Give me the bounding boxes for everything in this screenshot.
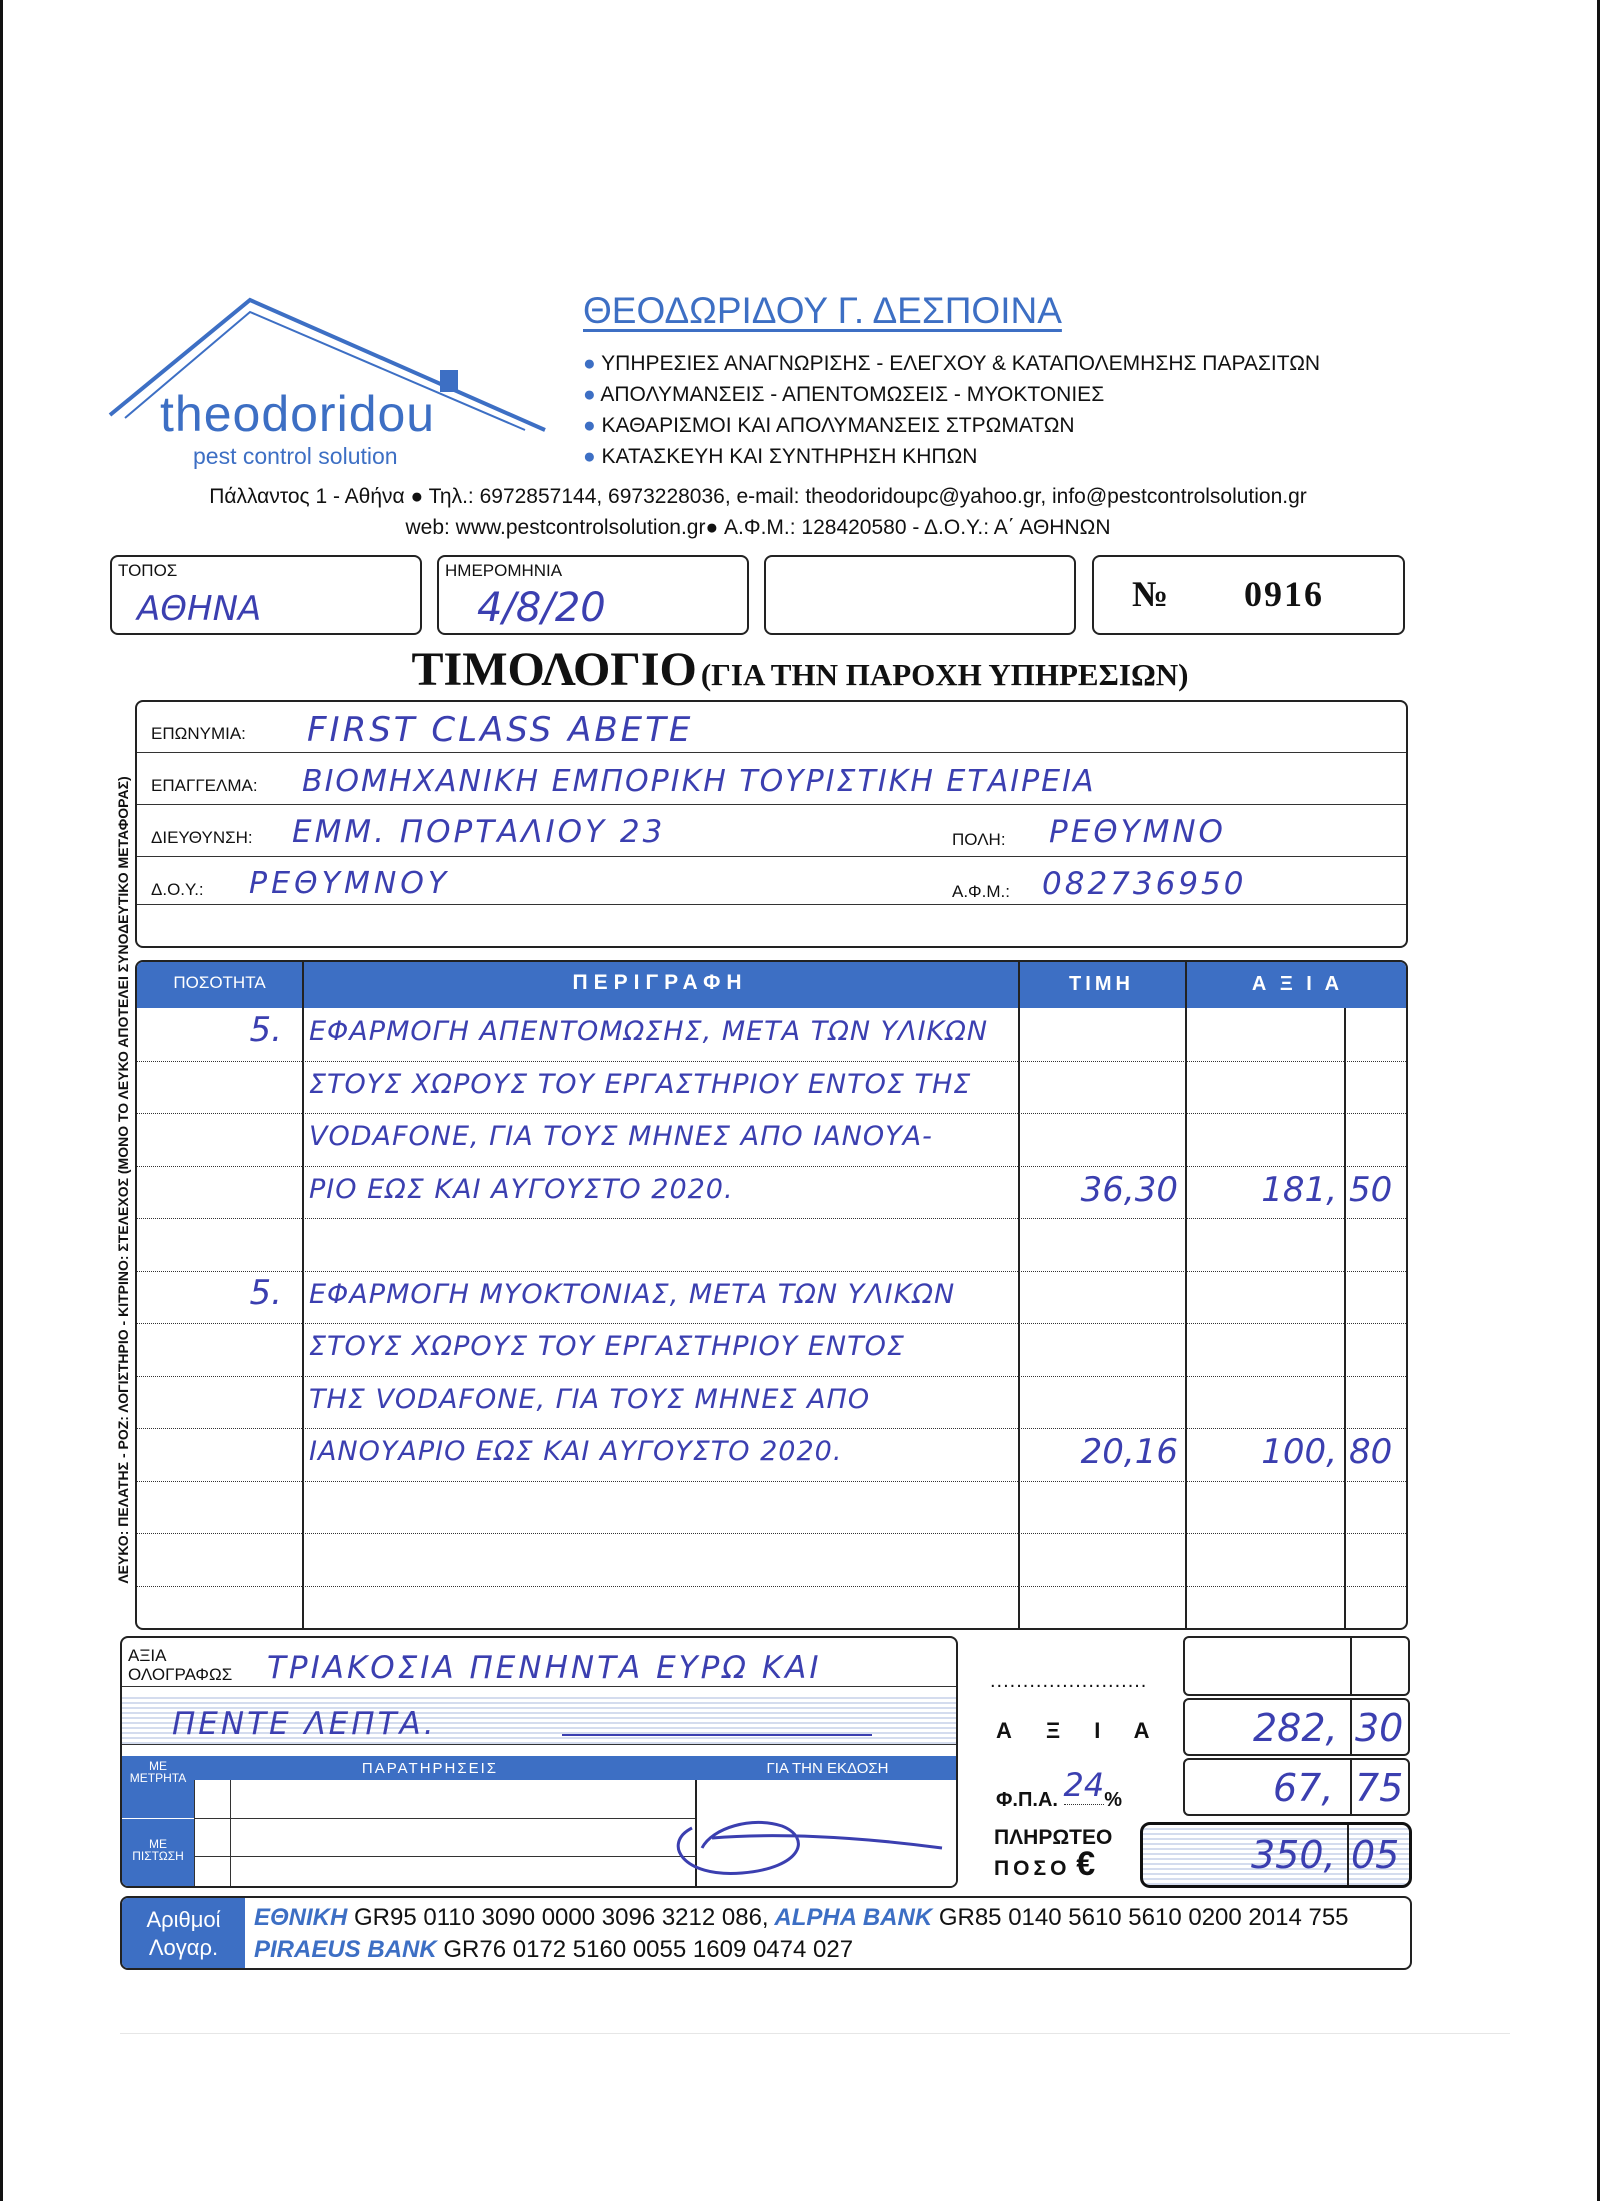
credit-label: ΜΕ ΠΙΣΤΩΣΗ — [132, 1837, 184, 1863]
invoice-title — [0, 642, 1600, 697]
items-table — [135, 960, 1408, 1630]
services-list — [583, 348, 1320, 472]
row-description: ΣΤΟΥΣ ΧΩΡΟΥΣ ΤΟΥ ΕΡΓΑΣΤΗΡΙΟΥ ΕΝΤΟΣ — [309, 1331, 905, 1362]
payable-dec: 05 — [1351, 1833, 1400, 1877]
bank1-name: ΕΘΝΙΚΗ — [254, 1904, 348, 1931]
table-row — [137, 1533, 1406, 1587]
signature-icon — [652, 1798, 952, 1888]
bank3-iban: GR76 0172 5160 0055 1609 0474 027 — [436, 1936, 854, 1963]
logo-subtitle: pest control solution — [193, 443, 398, 469]
table-row — [137, 1166, 1406, 1220]
date-value: 4/8/20 — [477, 585, 606, 631]
service-item: ● ΥΠΗΡΕΣΙΕΣ ΑΝΑΓΝΩΡΙΣΗΣ - ΕΛΕΓΧΟΥ & ΚΑΤΑΠΟΛΕΜΗΣΗΣ ΠΑΡΑΣΙΤΩΝ — [583, 352, 1321, 375]
date-field — [437, 555, 749, 635]
payable-label: ΠΛΗΡΩΤΕΟ ΠΟΣΟ € — [994, 1826, 1113, 1883]
vat-dec: 75 — [1355, 1766, 1404, 1810]
city-label: ΠΟΛΗ: — [952, 830, 1006, 849]
tax-office-label: Δ.Ο.Υ.: — [151, 880, 204, 899]
address-label: ΔΙΕΥΘΥΝΣΗ: — [151, 828, 253, 847]
subtotal-dec: 30 — [1355, 1706, 1404, 1750]
row-description: ΙΑΝΟΥΑΡΙΟ ΕΩΣ ΚΑΙ ΑΥΓΟΥΣΤΟ 2020. — [309, 1436, 843, 1467]
totals-dots: ........................ — [990, 1670, 1148, 1692]
table-row — [137, 1376, 1406, 1430]
bank2-iban: GR85 0140 5610 5610 0200 2014 755 — [932, 1904, 1349, 1931]
name-value: FIRST CLASS ABETE — [307, 710, 694, 750]
payable-int: 350, — [1251, 1833, 1336, 1877]
row-description: VODAFONE, ΓΙΑ ΤΟΥΣ ΜΗΝΕΣ ΑΠΟ ΙΑΝΟΥΑ- — [309, 1121, 933, 1152]
invoice-number-field — [1092, 555, 1405, 635]
table-row — [137, 1113, 1406, 1167]
notes-label: ΠΑΡΑΤΗΡΗΣΕΙΣ — [361, 1760, 499, 1777]
row-quantity: 5. — [249, 1272, 282, 1313]
title-sub: (ΓΙΑ ΤΗΝ ΠΑΡΟΧΗ ΥΠΗΡΕΣΙΩΝ) — [700, 657, 1189, 692]
customer-box — [135, 700, 1408, 948]
header-quantity: ΠΟΣΟΤΗΤΑ — [173, 973, 266, 992]
city-value: ΡΕΘΥΜΝΟ — [1049, 814, 1226, 850]
header-description: ΠΕΡΙΓΡΑΦΗ — [572, 971, 748, 994]
amount-words-line2: ΠΕΝΤΕ ΛΕΠΤΑ. — [172, 1706, 437, 1742]
place-value: ΑΘΗΝΑ — [137, 589, 262, 629]
subtotal-label: Α Ξ Ι Α — [996, 1718, 1164, 1743]
profession-label: ΕΠΑΓΓΕΛΜΑ: — [151, 776, 258, 795]
vat-label: Φ.Π.Α. — [996, 1789, 1058, 1811]
row-quantity: 5. — [249, 1010, 282, 1050]
header-price: ΤΙΜΗ — [1069, 973, 1134, 995]
number-symbol: № — [1132, 574, 1169, 614]
cash-label: ΜΕ ΜΕΤΡΗΤΑ — [129, 1759, 187, 1785]
contact-line-1: Πάλλαντος 1 - Αθήνα ● Τηλ.: 6972857144, 6973228036, e-mail: theodoridoupc@yahoo.gr, info@pestcontrolsolution.gr — [209, 485, 1307, 508]
totals-top-box — [1183, 1636, 1410, 1696]
table-row — [137, 1008, 1406, 1062]
row-value-decimals: 50 — [1349, 1169, 1393, 1210]
name-label: ΕΠΩΝΥΜΙΑ: — [151, 724, 246, 743]
row-description: ΕΦΑΡΜΟΓΗ ΑΠΕΝΤΟΜΩΣΗΣ, ΜΕΤΑ ΤΩΝ ΥΛΙΚΩΝ — [309, 1016, 989, 1047]
table-row — [137, 1428, 1406, 1482]
issue-label: ΓΙΑ ΤΗΝ ΕΚΔΟΣΗ — [766, 1760, 889, 1777]
row-description: ΕΦΑΡΜΟΓΗ ΜΥΟΚΤΟΝΙΑΣ, ΜΕΤΑ ΤΩΝ ΥΛΙΚΩΝ — [309, 1278, 956, 1310]
place-field — [110, 555, 422, 635]
amount-words-box — [120, 1636, 958, 1888]
row-price: 20,16 — [1080, 1432, 1178, 1472]
service-item: ● ΚΑΘΑΡΙΣΜΟΙ ΚΑΙ ΑΠΟΛΥΜΑΝΣΕΙΣ ΣΤΡΩΜΑΤΩΝ — [583, 414, 1075, 437]
strike-line — [562, 1734, 872, 1736]
bank-label: Αριθμοί Λογαρ. — [146, 1907, 221, 1960]
vat-value: 082736950 — [1042, 866, 1247, 902]
bank3-name: PIRAEUS BANK — [254, 1936, 437, 1963]
vat-row-label — [996, 1766, 1123, 1814]
address-value: ΕΜΜ. ΠΟΡΤΑΛΙΟΥ 23 — [292, 814, 666, 850]
invoice-number: 0916 — [1244, 574, 1324, 614]
vat-int: 67, — [1273, 1766, 1334, 1810]
amount-words-label: ΑΞΙΑ ΟΛΟΓΡΑΦΩΣ — [128, 1646, 233, 1684]
company-name: ΘΕΟΔΩΡΙΔΟΥ Γ. ΔΕΣΠΟΙΝΑ — [583, 290, 1062, 331]
title-main: ΤΙΜΟΛΟΓΙΟ — [411, 643, 697, 696]
euro-icon: € — [1076, 1845, 1096, 1883]
header-value: Α Ξ Ι Α — [1251, 973, 1344, 995]
payable-box — [1140, 1822, 1412, 1888]
row-description: ΤΗΣ VODAFONE, ΓΙΑ ΤΟΥΣ ΜΗΝΕΣ ΑΠΟ — [309, 1383, 871, 1415]
page-edge — [120, 2033, 1510, 2034]
tax-office-value: ΡΕΘΥΜΝΟΥ — [249, 866, 451, 901]
bank2-name: ALPHA BANK — [768, 1904, 933, 1931]
bank-accounts-box — [120, 1896, 1412, 1970]
profession-value: ΒΙΟΜΗΧΑΝΙΚΗ ΕΜΠΟΡΙΚΗ ΤΟΥΡΙΣΤΙΚΗ ΕΤΑΙΡΕΙΑ — [302, 764, 1096, 799]
vat-box — [1183, 1758, 1410, 1816]
vat-rate: 24 — [1063, 1766, 1105, 1804]
row-value-decimals: 80 — [1349, 1432, 1393, 1472]
place-label: ΤΟΠΟΣ — [118, 561, 178, 580]
bank-line-1 — [254, 1904, 1349, 1932]
service-item: ● ΚΑΤΑΣΚΕΥΗ ΚΑΙ ΣΥΝΤΗΡΗΣΗ ΚΗΠΩΝ — [583, 445, 978, 468]
vat-label: Α.Φ.Μ.: — [952, 882, 1010, 901]
logo-text: theodoridou — [160, 386, 436, 442]
subtotal-int: 282, — [1253, 1706, 1338, 1750]
bank1-iban: GR95 0110 3090 0000 3096 3212 086, — [347, 1904, 769, 1931]
table-row — [137, 1323, 1406, 1377]
table-row — [137, 1061, 1406, 1115]
copy-distribution-note: ΛΕΥΚΟ: ΠΕΛΑΤΗΣ - ΡΟΖ: ΛΟΓΙΣΤΗΡΙΟ - ΚΙΤΡΙΝΟ: ΣΤΕΛΕΧΟΣ (ΜΟΝΟ ΤΟ ΛΕΥΚΟ ΑΠΟΤΕΛΕΙ ΣΥΝΟΔΕΥΤΙΚΟ ΜΕΤΑΦΟΡΑΣ) — [115, 776, 131, 1584]
row-description: ΡΙΟ ΕΩΣ ΚΑΙ ΑΥΓΟΥΣΤΟ 2020. — [309, 1173, 734, 1205]
table-row — [137, 1218, 1406, 1272]
contact-line-2: web: www.pestcontrolsolution.gr● Α.Φ.Μ.: 128420580 - Δ.Ο.Υ.: Α΄ ΑΘΗΝΩΝ — [405, 516, 1111, 539]
row-price: 36,30 — [1080, 1169, 1178, 1210]
amount-words-line1: ΤΡΙΑΚΟΣΙΑ ΠΕΝΗΝΤΑ ΕΥΡΩ ΚΑΙ — [267, 1650, 822, 1686]
bank-line-2 — [254, 1936, 853, 1964]
date-label: ΗΜΕΡΟΜΗΝΙΑ — [445, 561, 563, 580]
blank-field — [764, 555, 1076, 635]
table-row — [137, 1271, 1406, 1325]
row-description: ΣΤΟΥΣ ΧΩΡΟΥΣ ΤΟΥ ΕΡΓΑΣΤΗΡΙΟΥ ΕΝΤΟΣ ΤΗΣ — [309, 1068, 972, 1100]
table-body — [137, 1008, 1406, 1628]
table-row — [137, 1481, 1406, 1535]
vat-pct: % — [1104, 1789, 1123, 1811]
row-value: 100, — [1261, 1432, 1337, 1472]
row-value: 181, — [1261, 1169, 1337, 1210]
subtotal-box — [1183, 1698, 1410, 1756]
service-item: ● ΑΠΟΛΥΜΑΝΣΕΙΣ - ΑΠΕΝΤΟΜΩΣΕΙΣ - ΜΥΟΚΤΟΝΙΕΣ — [583, 383, 1105, 406]
